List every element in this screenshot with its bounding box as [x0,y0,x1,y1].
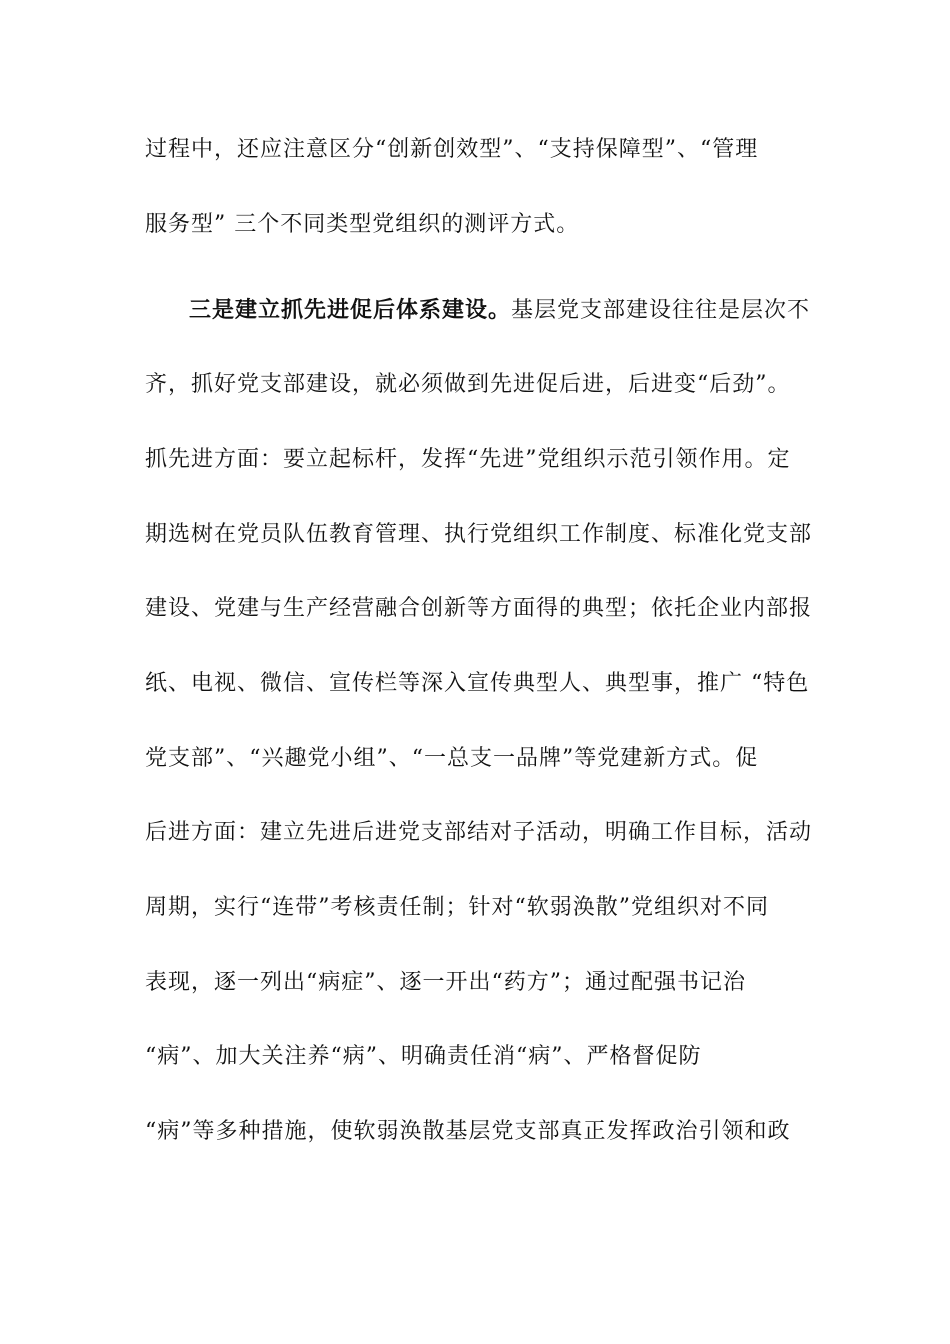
paragraph-line-12: 表现，逐一列出“病症”、逐一开出“药方”；通过配强书记治 [145,970,746,995]
paragraph-line-10: 后进方面：建立先进后进党支部结对子活动，明确工作目标，活动 [145,820,813,845]
section-three-line-text: 基层党支部建设往往是层次不 [511,298,811,323]
paragraph-line-4: 齐，抓好党支部建设，就必须做到先进促后进，后进变“后劲”。 [145,372,791,397]
section-heading-bold: 三是建立抓先进促后体系建设。 [189,298,512,323]
paragraph-line-7: 建设、党建与生产经营融合创新等方面得的典型；依托企业内部报 [145,596,813,621]
paragraph-line-8: 纸、电视、微信、宣传栏等深入宣传典型人、典型事，推广 “特色 [145,671,810,696]
paragraph-line-14: “病”等多种措施，使软弱涣散基层党支部真正发挥政治引领和政 [145,1119,791,1144]
paragraph-line-1: 过程中，还应注意区分“创新创效型”、“支持保障型”、“管理 [145,137,759,162]
paragraph-line-13: “病”、加大关注养“病”、明确责任消“病”、严格督促防 [145,1044,702,1069]
section-three-first-line [189,293,810,329]
paragraph-line-6: 期选树在党员队伍教育管理、执行党组织工作制度、标准化党支部 [145,522,813,547]
paragraph-line-11: 周期，实行“连带”考核责任制；针对“软弱涣散”党组织对不同 [145,895,769,920]
paragraph-line-5: 抓先进方面：要立起标杆，发挥“先进”党组织示范引领作用。定 [145,447,791,472]
paragraph-line-9: 党支部”、“兴趣党小组”、“一总支一品牌”等党建新方式。促 [145,746,759,771]
paragraph-line-2: 服务型” 三个不同类型党组织的测评方式。 [145,212,580,237]
